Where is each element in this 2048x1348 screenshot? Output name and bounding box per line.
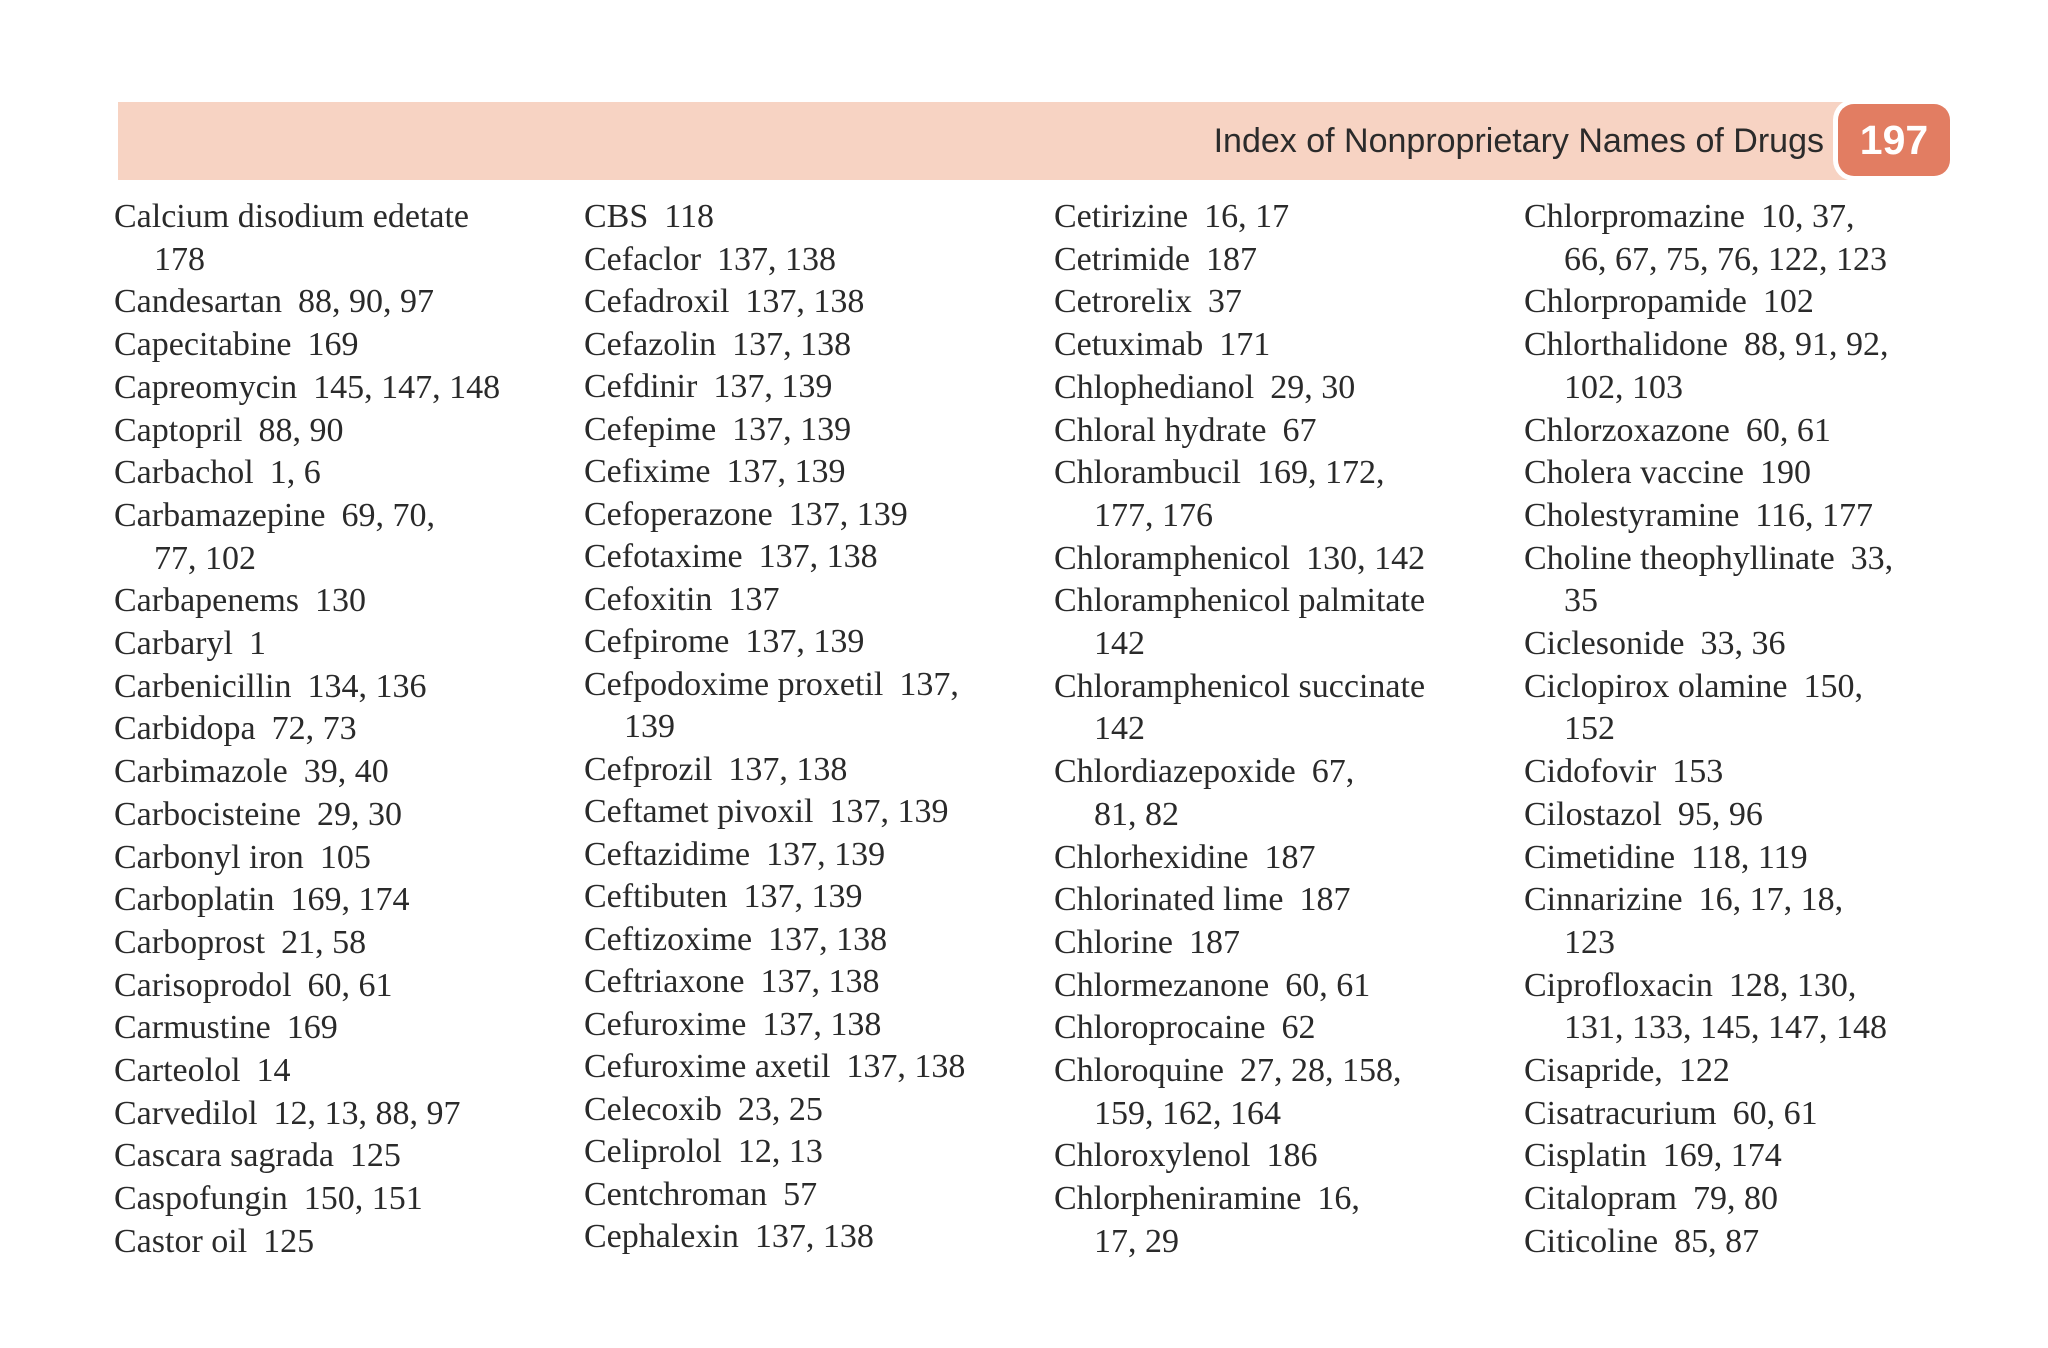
index-entry [584, 451, 965, 494]
entry-term: Cefotaxime [584, 538, 743, 575]
entry-term: Ciclopirox olamine [1524, 667, 1788, 705]
index-column-1 [114, 196, 500, 1264]
entry-pages: 169 [307, 326, 359, 364]
index-entry [1524, 452, 1893, 495]
entry-pages: 67, [1311, 753, 1355, 791]
entry-pages: 187 [1188, 923, 1240, 961]
index-entry [1524, 837, 1893, 880]
entry-term: Calcium disodium edetate [114, 198, 470, 235]
entry-pages: 130, 142 [1306, 539, 1426, 577]
index-entry [1524, 623, 1893, 666]
index-entry [114, 879, 500, 922]
index-entry [114, 965, 500, 1008]
entry-pages: 1 [248, 625, 266, 663]
entry-pages: 150, [1803, 667, 1863, 705]
index-entry [584, 1089, 965, 1132]
index-entry [1054, 324, 1441, 367]
entry-term: Cefazolin [584, 325, 717, 363]
entry-term: Candesartan [114, 283, 283, 321]
index-entry [114, 580, 500, 623]
entry-pages: 128, 130, [1728, 966, 1857, 1004]
index-entry [114, 281, 500, 324]
index-entry [584, 621, 965, 664]
entry-term: Chlophedianol [1054, 368, 1255, 406]
entry-term: Celecoxib [584, 1090, 722, 1128]
entry-term: Cholestyramine [1524, 496, 1740, 534]
index-entry [584, 919, 965, 962]
entry-term: Cefdinir [584, 368, 698, 405]
entry-pages-continued: 66, 67, 75, 76, 122, 123 [1564, 240, 1887, 278]
index-entry [114, 1178, 500, 1221]
entry-pages-continued: 139 [624, 708, 675, 745]
entry-pages: 137 [728, 580, 780, 618]
index-entry [114, 922, 500, 965]
entry-term: Chloramphenicol succinate [1054, 667, 1426, 705]
index-entry [114, 1050, 500, 1093]
entry-pages: 125 [349, 1137, 401, 1175]
entry-term: Cidofovir [1524, 753, 1657, 791]
entry-term: Chlorhexidine [1054, 838, 1249, 876]
index-entry [114, 410, 500, 453]
index-entry [1524, 196, 1893, 281]
entry-term: Cefoxitin [584, 580, 713, 618]
entry-term: Ceftamet pivoxil [584, 793, 814, 830]
entry-term: Chloroprocaine [1054, 1009, 1266, 1047]
entry-pages: 62 [1281, 1009, 1316, 1047]
entry-pages: 60, 61 [307, 966, 393, 1004]
entry-term: Carmustine [114, 1009, 271, 1047]
entry-pages: 190 [1759, 454, 1811, 492]
entry-pages: 137, 138 [754, 1218, 874, 1255]
entry-term: Chlorzoxazone [1524, 411, 1730, 449]
entry-pages: 10, 37, [1760, 198, 1855, 235]
entry-term: Carbidopa [114, 710, 256, 748]
page-number-badge: 197 [1838, 104, 1950, 176]
entry-pages: 29, 30 [1270, 368, 1356, 406]
entry-term: Ceftriaxone [584, 963, 745, 1000]
entry-pages: 186 [1266, 1137, 1318, 1175]
index-entry [114, 794, 500, 837]
entry-pages: 187 [1205, 240, 1257, 278]
entry-term: Ciprofloxacin [1524, 966, 1713, 1004]
index-entry [1054, 922, 1441, 965]
index-entry [1054, 1135, 1441, 1178]
index-entry [584, 1174, 965, 1217]
entry-pages-continued: 142 [1094, 710, 1145, 748]
entry-term: Carbonyl iron [114, 838, 304, 876]
entry-pages: 60, 61 [1285, 966, 1371, 1004]
entry-term: Carbocisteine [114, 795, 301, 833]
running-header-title: Index of Nonproprietary Names of Drugs [1213, 122, 1824, 160]
entry-term: Caspofungin [114, 1180, 288, 1218]
entry-pages-continued: 81, 82 [1094, 795, 1179, 833]
entry-pages: 169 [286, 1009, 338, 1047]
entry-term: Cetirizine [1054, 198, 1189, 235]
index-entry [584, 961, 965, 1004]
entry-pages: 14 [256, 1052, 291, 1090]
entry-pages: 27, 28, 158, [1239, 1052, 1402, 1090]
index-entry [1054, 751, 1441, 836]
index-entry [1524, 1093, 1893, 1136]
index-entry [1524, 879, 1893, 964]
entry-pages: 137, 139 [726, 453, 846, 490]
index-entry [584, 196, 965, 239]
index-entry [1054, 580, 1441, 665]
index-entry [584, 1046, 965, 1089]
entry-term: Cimetidine [1524, 838, 1676, 876]
index-column-2 [584, 196, 965, 1259]
index-entry [1054, 452, 1441, 537]
entry-pages-continued: 142 [1094, 625, 1145, 663]
index-entry [114, 495, 500, 580]
entry-term: Carbenicillin [114, 667, 292, 705]
entry-pages-continued: 152 [1564, 710, 1615, 748]
entry-term: Cetuximab [1054, 326, 1204, 364]
index-entry [114, 324, 500, 367]
entry-pages: 137, 139 [713, 368, 833, 405]
entry-term: CBS [584, 198, 649, 235]
entry-pages: 137, 138 [768, 920, 888, 958]
entry-pages: 85, 87 [1674, 1222, 1760, 1260]
entry-term: Celiprolol [584, 1133, 722, 1170]
entry-pages-continued: 77, 102 [154, 539, 256, 577]
entry-pages: 105 [319, 838, 371, 876]
index-entry [1054, 1050, 1441, 1135]
entry-pages: 137, 138 [745, 283, 865, 320]
entry-term: Citalopram [1524, 1180, 1677, 1218]
entry-pages: 137, 138 [728, 750, 848, 788]
index-entry [114, 196, 500, 281]
entry-term: Chlorambucil [1054, 454, 1241, 492]
index-entry [584, 1004, 965, 1047]
entry-pages: 145, 147, 148 [313, 368, 501, 406]
index-entry [114, 452, 500, 495]
entry-pages-continued: 177, 176 [1094, 496, 1213, 534]
entry-pages: 16, 17 [1204, 198, 1290, 235]
index-entry [1054, 1007, 1441, 1050]
entry-pages: 187 [1299, 881, 1351, 919]
index-entry [584, 536, 965, 579]
index-entry [114, 708, 500, 751]
index-entry [584, 749, 965, 792]
entry-term: Carvedilol [114, 1094, 258, 1132]
index-entry [1524, 1178, 1893, 1221]
entry-pages: 23, 25 [737, 1090, 823, 1128]
entry-pages: 1, 6 [269, 454, 321, 492]
entry-term: Chlormezanone [1054, 966, 1270, 1004]
entry-pages-continued: 131, 133, 145, 147, 148 [1564, 1009, 1887, 1047]
index-entry [1054, 837, 1441, 880]
entry-term: Cisplatin [1524, 1137, 1647, 1175]
index-entry [1054, 281, 1441, 324]
entry-term: Cilostazol [1524, 795, 1662, 833]
entry-pages: 88, 90, 97 [298, 283, 435, 321]
entry-list [114, 196, 500, 1264]
entry-pages: 137, 138 [762, 1005, 882, 1043]
index-entry [584, 494, 965, 537]
entry-pages: 137, 139 [745, 623, 865, 660]
entry-term: Cefuroxime axetil [584, 1048, 831, 1085]
entry-pages: 21, 58 [281, 923, 367, 961]
entry-pages: 150, 151 [303, 1180, 423, 1218]
index-entry [1054, 538, 1441, 581]
index-entry [1524, 324, 1893, 409]
entry-pages: 12, 13 [737, 1133, 823, 1170]
entry-term: Cefoperazone [584, 495, 773, 533]
entry-pages: 60, 61 [1732, 1094, 1818, 1132]
index-entry [114, 666, 500, 709]
entry-pages: 137, 138 [717, 240, 837, 278]
entry-term: Carbapenems [114, 582, 300, 620]
index-entry [114, 1135, 500, 1178]
index-entry [1524, 538, 1893, 623]
index-entry [114, 1093, 500, 1136]
entry-pages: 137, 138 [846, 1048, 966, 1085]
entry-pages-continued: 102, 103 [1564, 368, 1683, 406]
index-column-3 [1054, 196, 1441, 1264]
index-entry [1524, 1050, 1893, 1093]
index-entry [1524, 1221, 1893, 1264]
entry-term: Chloroxylenol [1054, 1137, 1251, 1175]
index-entry [584, 324, 965, 367]
entry-pages: 137, 138 [760, 963, 880, 1000]
entry-term: Ceftizoxime [584, 920, 753, 958]
entry-term: Carisoprodol [114, 966, 292, 1004]
entry-term: Chlorine [1054, 923, 1173, 961]
index-entry [114, 1221, 500, 1264]
entry-term: Citicoline [1524, 1222, 1659, 1260]
entry-term: Ciclesonide [1524, 625, 1685, 663]
index-entry [1054, 1178, 1441, 1263]
entry-pages: 169, 174 [1662, 1137, 1782, 1175]
entry-pages: 16, 17, 18, [1698, 881, 1844, 919]
entry-pages: 130 [315, 582, 367, 620]
entry-term: Chloroquine [1054, 1052, 1224, 1090]
entry-term: Cefixime [584, 453, 711, 490]
entry-term: Carteolol [114, 1052, 241, 1090]
entry-pages-continued: 178 [154, 240, 205, 278]
entry-pages: 125 [263, 1222, 315, 1260]
entry-term: Cisatracurium [1524, 1094, 1717, 1132]
entry-pages: 169, 172, [1256, 454, 1385, 492]
entry-pages-continued: 159, 162, 164 [1094, 1094, 1281, 1132]
entry-pages: 116, 177 [1755, 496, 1874, 534]
entry-pages-continued: 123 [1564, 923, 1615, 961]
entry-term: Cefadroxil [584, 283, 730, 320]
index-entry [1524, 965, 1893, 1050]
entry-term: Cefaclor [584, 240, 702, 278]
entry-term: Cascara sagrada [114, 1137, 334, 1175]
entry-term: Carboprost [114, 923, 266, 961]
entry-term: Capecitabine [114, 326, 292, 364]
entry-term: Carbaryl [114, 625, 233, 663]
entry-term: Chloramphenicol palmitate [1054, 582, 1426, 620]
index-entry [1524, 794, 1893, 837]
entry-term: Chlorpromazine [1524, 198, 1745, 235]
index-entry [1054, 367, 1441, 410]
index-entry [584, 664, 965, 749]
index-entry [1524, 1135, 1893, 1178]
entry-term: Chlorpheniramine [1054, 1180, 1302, 1218]
index-entry [1054, 196, 1441, 239]
index-entry [1054, 410, 1441, 453]
entry-pages: 39, 40 [303, 753, 389, 791]
index-entry [584, 876, 965, 919]
entry-term: Cinnarizine [1524, 881, 1683, 919]
entry-term: Captopril [114, 411, 243, 449]
entry-pages: 79, 80 [1692, 1180, 1778, 1218]
index-entry [1524, 410, 1893, 453]
entry-term: Carboplatin [114, 881, 275, 919]
entry-term: Carbachol [114, 454, 254, 492]
entry-list [584, 196, 965, 1259]
entry-term: Cefuroxime [584, 1005, 747, 1043]
entry-term: Choline theophyllinate [1524, 539, 1835, 577]
entry-pages: 137, 138 [732, 325, 852, 363]
index-entry [1054, 965, 1441, 1008]
entry-pages: 137, 139 [766, 835, 886, 873]
index-entry [1524, 751, 1893, 794]
entry-term: Cefepime [584, 410, 717, 448]
entry-list [1054, 196, 1441, 1264]
entry-pages: 137, 139 [732, 410, 852, 448]
entry-pages: 69, 70, [341, 496, 435, 534]
entry-pages: 118 [664, 198, 715, 235]
entry-pages: 137, 138 [758, 538, 878, 575]
entry-term: Cephalexin [584, 1218, 739, 1255]
entry-term: Cetrimide [1054, 240, 1190, 278]
entry-pages: 29, 30 [316, 795, 402, 833]
index-column-4 [1524, 196, 1893, 1264]
entry-pages: 187 [1264, 838, 1316, 876]
index-entry [584, 366, 965, 409]
entry-pages-continued: 17, 29 [1094, 1222, 1179, 1260]
entry-term: Ceftibuten [584, 878, 728, 915]
entry-pages: 137, 139 [788, 495, 908, 533]
index-entry [114, 623, 500, 666]
entry-term: Cefprozil [584, 750, 713, 788]
entry-term: Chlorinated lime [1054, 881, 1284, 919]
index-entry [114, 837, 500, 880]
entry-term: Chlorpropamide [1524, 283, 1747, 321]
index-entry [584, 834, 965, 877]
entry-pages: 33, 36 [1700, 625, 1786, 663]
index-entry [1524, 495, 1893, 538]
entry-term: Cefpodoxime proxetil [584, 665, 884, 703]
index-entry [1054, 666, 1441, 751]
index-entry [114, 367, 500, 410]
index-entry [584, 1131, 965, 1174]
entry-term: Centchroman [584, 1175, 768, 1213]
entry-pages: 16, [1317, 1180, 1360, 1218]
index-entry [584, 579, 965, 622]
entry-term: Capreomycin [114, 368, 298, 406]
entry-pages: 37 [1207, 283, 1242, 321]
entry-pages: 122 [1678, 1052, 1730, 1090]
index-entry [1054, 879, 1441, 922]
entry-pages: 67 [1282, 411, 1317, 449]
entry-term: Cholera vaccine [1524, 454, 1744, 492]
entry-term: Castor oil [114, 1222, 248, 1260]
entry-term: Chloramphenicol [1054, 539, 1291, 577]
entry-pages: 33, [1850, 539, 1894, 577]
index-entry [1524, 281, 1893, 324]
entry-pages: 72, 73 [271, 710, 357, 748]
index-entry [114, 751, 500, 794]
index-entry [584, 1216, 965, 1259]
index-body [114, 196, 1974, 1276]
entry-pages: 134, 136 [307, 667, 427, 705]
entry-term: Carbimazole [114, 753, 288, 791]
entry-term: Chlorthalidone [1524, 326, 1728, 364]
entry-pages: 88, 90 [258, 411, 344, 449]
entry-term: Cefpirome [584, 623, 730, 660]
entry-pages: 137, 139 [829, 793, 949, 830]
entry-pages: 95, 96 [1677, 795, 1763, 833]
index-entry [584, 791, 965, 834]
entry-term: Chloral hydrate [1054, 411, 1267, 449]
index-entry [584, 409, 965, 452]
index-entry [584, 281, 965, 324]
entry-pages: 12, 13, 88, 97 [273, 1094, 461, 1132]
index-entry [1524, 666, 1893, 751]
entry-pages: 169, 174 [290, 881, 410, 919]
entry-term: Carbamazepine [114, 496, 326, 534]
index-entry [584, 239, 965, 282]
index-entry [114, 1007, 500, 1050]
entry-pages: 137, [899, 665, 959, 703]
entry-pages: 118, 119 [1691, 838, 1808, 876]
entry-pages-continued: 35 [1564, 582, 1598, 620]
entry-pages: 60, 61 [1745, 411, 1831, 449]
entry-pages: 57 [783, 1175, 818, 1213]
entry-term: Chlordiazepoxide [1054, 753, 1296, 791]
entry-pages: 153 [1672, 753, 1724, 791]
entry-pages: 171 [1219, 326, 1271, 364]
index-entry [1054, 239, 1441, 282]
entry-pages: 88, 91, 92, [1743, 326, 1889, 364]
entry-term: Ceftazidime [584, 835, 751, 873]
entry-term: Cisapride, [1524, 1052, 1663, 1090]
entry-list [1524, 196, 1893, 1264]
entry-term: Cetrorelix [1054, 283, 1192, 321]
entry-pages: 137, 139 [743, 878, 863, 915]
entry-pages: 102 [1762, 283, 1814, 321]
